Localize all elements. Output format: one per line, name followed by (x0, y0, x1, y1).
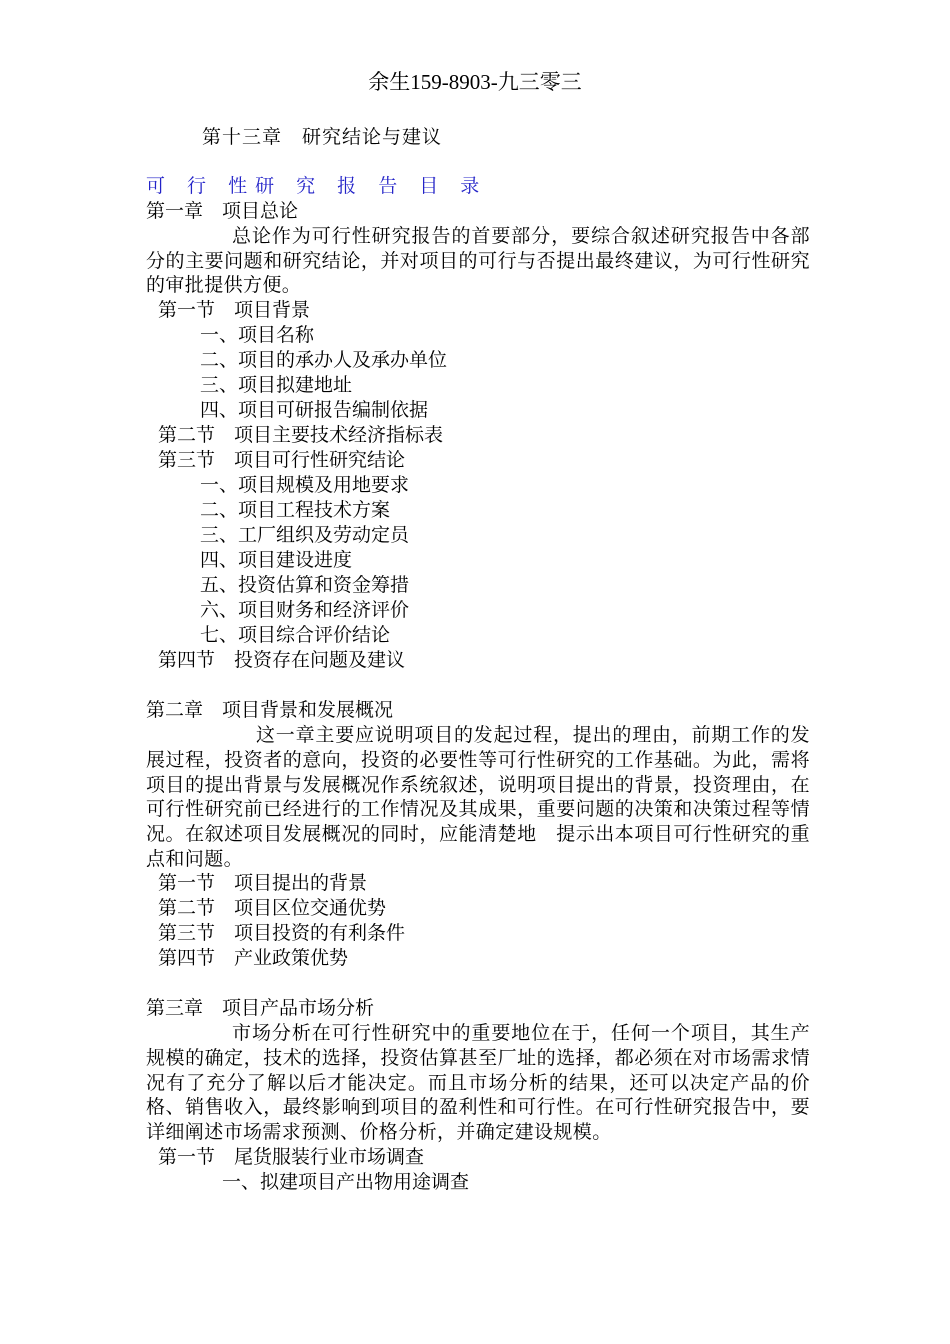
ch1-section-3: 第三节 项目可行性研究结论 (158, 449, 406, 472)
chapter-2-heading: 第二章 项目背景和发展概况 (146, 699, 394, 722)
ch1-s3-item: 七、项目综合评价结论 (200, 624, 391, 647)
spacer (146, 673, 810, 698)
toc-title: 可 行 性研 究 报 告 目 录 (146, 175, 488, 197)
ch1-section-2: 第二节 项目主要技术经济指标表 (158, 424, 444, 447)
ch1-s1-item: 二、项目的承办人及承办单位 (200, 349, 448, 372)
ch1-section-4: 第四节 投资存在问题及建议 (158, 649, 406, 672)
ch2-section-4: 第四节 产业政策优势 (158, 947, 349, 970)
ch1-s3-item: 一、项目规模及用地要求 (200, 474, 410, 497)
chapter-2-intro: 这一章主要应说明项目的发起过程，提出的理由，前期工作的发展过程，投资者的意向，投资的必要性等可行性研究的工作基础。为此，需将项目的提出背景与发展概况作系统叙述，说明项目提出的背景，投资理由，在可行性研究前已经进行的工作情况及其成果，重要问题的决策和决策过程等情况。在叙述项目发展概况的同时，应能清楚地 提示出本项目可行性研究的重点和问题。 (146, 724, 810, 870)
chapter-3-heading: 第三章 项目产品市场分析 (146, 997, 375, 1020)
header-contact: 余生159-8903-九三零三 (368, 70, 582, 94)
ch1-s3-item: 四、项目建设进度 (200, 549, 353, 572)
ch1-s3-item: 三、工厂组织及劳动定员 (200, 524, 410, 547)
ch1-section-1: 第一节 项目背景 (158, 299, 311, 322)
chapter-1-intro: 总论作为可行性研究报告的首要部分，要综合叙述研究报告中各部分的主要问题和研究结论，并对项目的可行与否提出最终建议，为可行性研究的审批提供方便。 (146, 225, 810, 297)
ch3-s1-item: 一、拟建项目产出物用途调查 (222, 1170, 470, 1193)
ch3-section-1: 第一节 尾货服装行业市场调查 (158, 1145, 425, 1168)
ch2-section-3: 第三节 项目投资的有利条件 (158, 922, 406, 945)
ch1-s3-item: 五、投资估算和资金筹措 (200, 574, 410, 597)
chapter-13-heading: 第十三章 研究结论与建议 (202, 126, 443, 148)
ch1-s1-item: 一、项目名称 (200, 324, 315, 347)
ch1-s3-item: 六、项目财务和经济评价 (200, 599, 410, 622)
document-body (146, 173, 810, 1195)
ch1-s3-item: 二、项目工程技术方案 (200, 499, 391, 522)
ch2-section-2: 第二节 项目区位交通优势 (158, 897, 387, 920)
ch1-s1-item: 三、项目拟建地址 (200, 374, 353, 397)
ch2-section-1: 第一节 项目提出的背景 (158, 872, 368, 895)
chapter-3-intro: 市场分析在可行性研究中的重要地位在于，任何一个项目，其生产规模的确定，技术的选择，投资估算甚至厂址的选择，都必须在对市场需求情况有了充分了解以后才能决定。而且市场分析的结果，还可以决定产品的价格、销售收入，最终影响到项目的盈利性和可行性。在可行性研究报告中，要详细阐述市场需求预测、价格分析，并确定建设规模。 (146, 1022, 810, 1144)
spacer (146, 971, 810, 996)
chapter-1-heading: 第一章 项目总论 (146, 200, 299, 222)
ch1-s1-item: 四、项目可研报告编制依据 (200, 399, 429, 422)
